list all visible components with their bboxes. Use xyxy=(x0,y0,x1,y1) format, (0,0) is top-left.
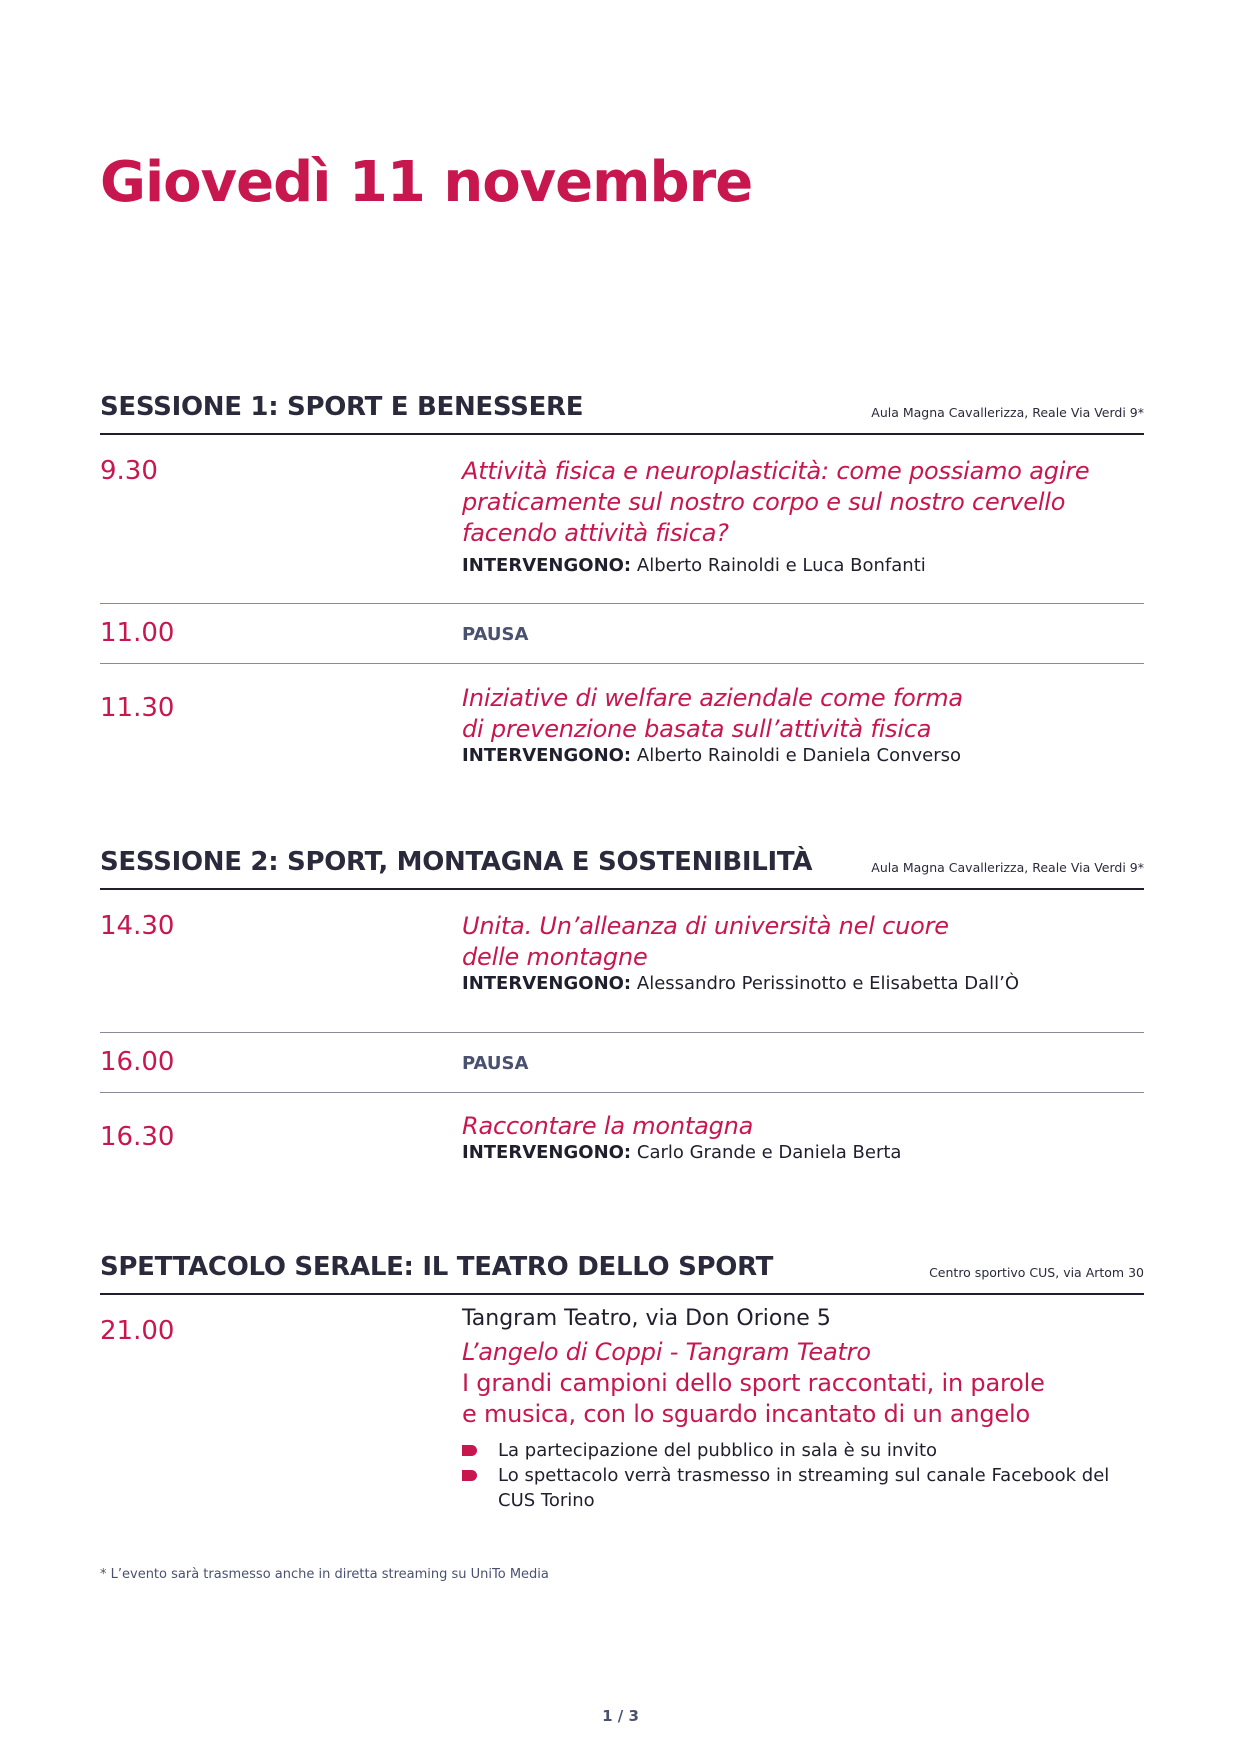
talk-title-line: delle montagne xyxy=(462,943,648,971)
page-number: 1 / 3 xyxy=(602,1707,639,1725)
talk-title xyxy=(462,911,1144,973)
bullet-tag-icon xyxy=(462,1470,477,1481)
schedule-item xyxy=(100,663,1144,778)
bullet-text: Lo spettacolo verrà trasmesso in streaming sul canale Facebook del CUS Torino xyxy=(498,1465,1110,1511)
schedule-item xyxy=(100,456,1144,604)
pause-label: PAUSA xyxy=(462,624,529,645)
list-item xyxy=(462,1438,1144,1463)
pause-label: PAUSA xyxy=(462,1053,529,1074)
show-description-line: I grandi campioni dello sport raccontati, in parole xyxy=(462,1369,1045,1397)
speakers xyxy=(462,973,1144,994)
talk-title-line: di prevenzione basata sull’attività fisica xyxy=(462,715,932,743)
time-label: 21.00 xyxy=(100,1316,175,1346)
list-item xyxy=(462,1463,1144,1513)
footnote: * L’evento sarà trasmesso anche in diretta streaming su UniTo Media xyxy=(100,1567,549,1582)
speakers-label: INTERVENGONO: xyxy=(462,555,632,576)
speakers xyxy=(462,745,1144,766)
time-label: 11.00 xyxy=(100,618,175,648)
time-label: 11.30 xyxy=(100,693,175,723)
time-label: 16.30 xyxy=(100,1122,175,1152)
speakers-names: Alessandro Perissinotto e Elisabetta Dall’Ò xyxy=(636,973,1020,994)
bullet-text: La partecipazione del pubblico in sala è su invito xyxy=(498,1440,938,1461)
show-notes xyxy=(462,1438,1144,1513)
time-label: 14.30 xyxy=(100,911,175,941)
speakers-label: INTERVENGONO: xyxy=(462,973,632,994)
speakers-names: Alberto Rainoldi e Daniela Converso xyxy=(636,745,962,766)
session-location: Aula Magna Cavallerizza, Reale Via Verdi 9* xyxy=(871,860,1144,875)
schedule-item xyxy=(100,1092,1144,1172)
talk-title-line: Unita. Un’alleanza di università nel cuore xyxy=(462,912,949,940)
show-venue: Tangram Teatro, via Don Orione 5 xyxy=(462,1306,831,1331)
bullet-tag-icon xyxy=(462,1445,477,1456)
session-location: Aula Magna Cavallerizza, Reale Via Verdi 9* xyxy=(871,405,1144,420)
speakers xyxy=(462,555,1144,576)
session-location: Centro sportivo CUS, via Artom 30 xyxy=(929,1265,1144,1280)
talk-title: Raccontare la montagna xyxy=(462,1112,754,1140)
talk-title: Attività fisica e neuroplasticità: come possiamo agire praticamente sul nostro corpo e sul nostro cervello facendo attività fisica? xyxy=(462,457,1090,547)
talk-title-line: Iniziative di welfare aziendale come forma xyxy=(462,684,963,712)
session-1-header xyxy=(100,389,1144,435)
speakers-names: Alberto Rainoldi e Luca Bonfanti xyxy=(636,555,926,576)
show-title: L’angelo di Coppi - Tangram Teatro xyxy=(462,1338,871,1366)
schedule-item-pause xyxy=(100,603,1144,664)
session-title: SESSIONE 2: SPORT, MONTAGNA E SOSTENIBILITÀ xyxy=(100,847,813,877)
schedule-item-show xyxy=(100,1306,1144,1526)
time-label: 9.30 xyxy=(100,456,158,486)
speakers-label: INTERVENGONO: xyxy=(462,745,632,766)
session-title: SESSIONE 1: SPORT E BENESSERE xyxy=(100,392,584,422)
show-description xyxy=(462,1368,1144,1430)
speakers-label: INTERVENGONO: xyxy=(462,1142,632,1163)
schedule-item-pause xyxy=(100,1032,1144,1093)
time-label: 16.00 xyxy=(100,1047,175,1077)
session-2-header xyxy=(100,844,1144,890)
evening-show-header xyxy=(100,1249,1144,1295)
show-description-line: e musica, con lo sguardo incantato di un angelo xyxy=(462,1400,1030,1428)
schedule-item xyxy=(100,911,1144,1033)
speakers-names: Carlo Grande e Daniela Berta xyxy=(636,1142,902,1163)
speakers xyxy=(462,1142,1144,1163)
page-title: Giovedì 11 novembre xyxy=(100,150,753,215)
talk-title xyxy=(462,683,1144,745)
session-title: SPETTACOLO SERALE: IL TEATRO DELLO SPORT xyxy=(100,1252,774,1282)
